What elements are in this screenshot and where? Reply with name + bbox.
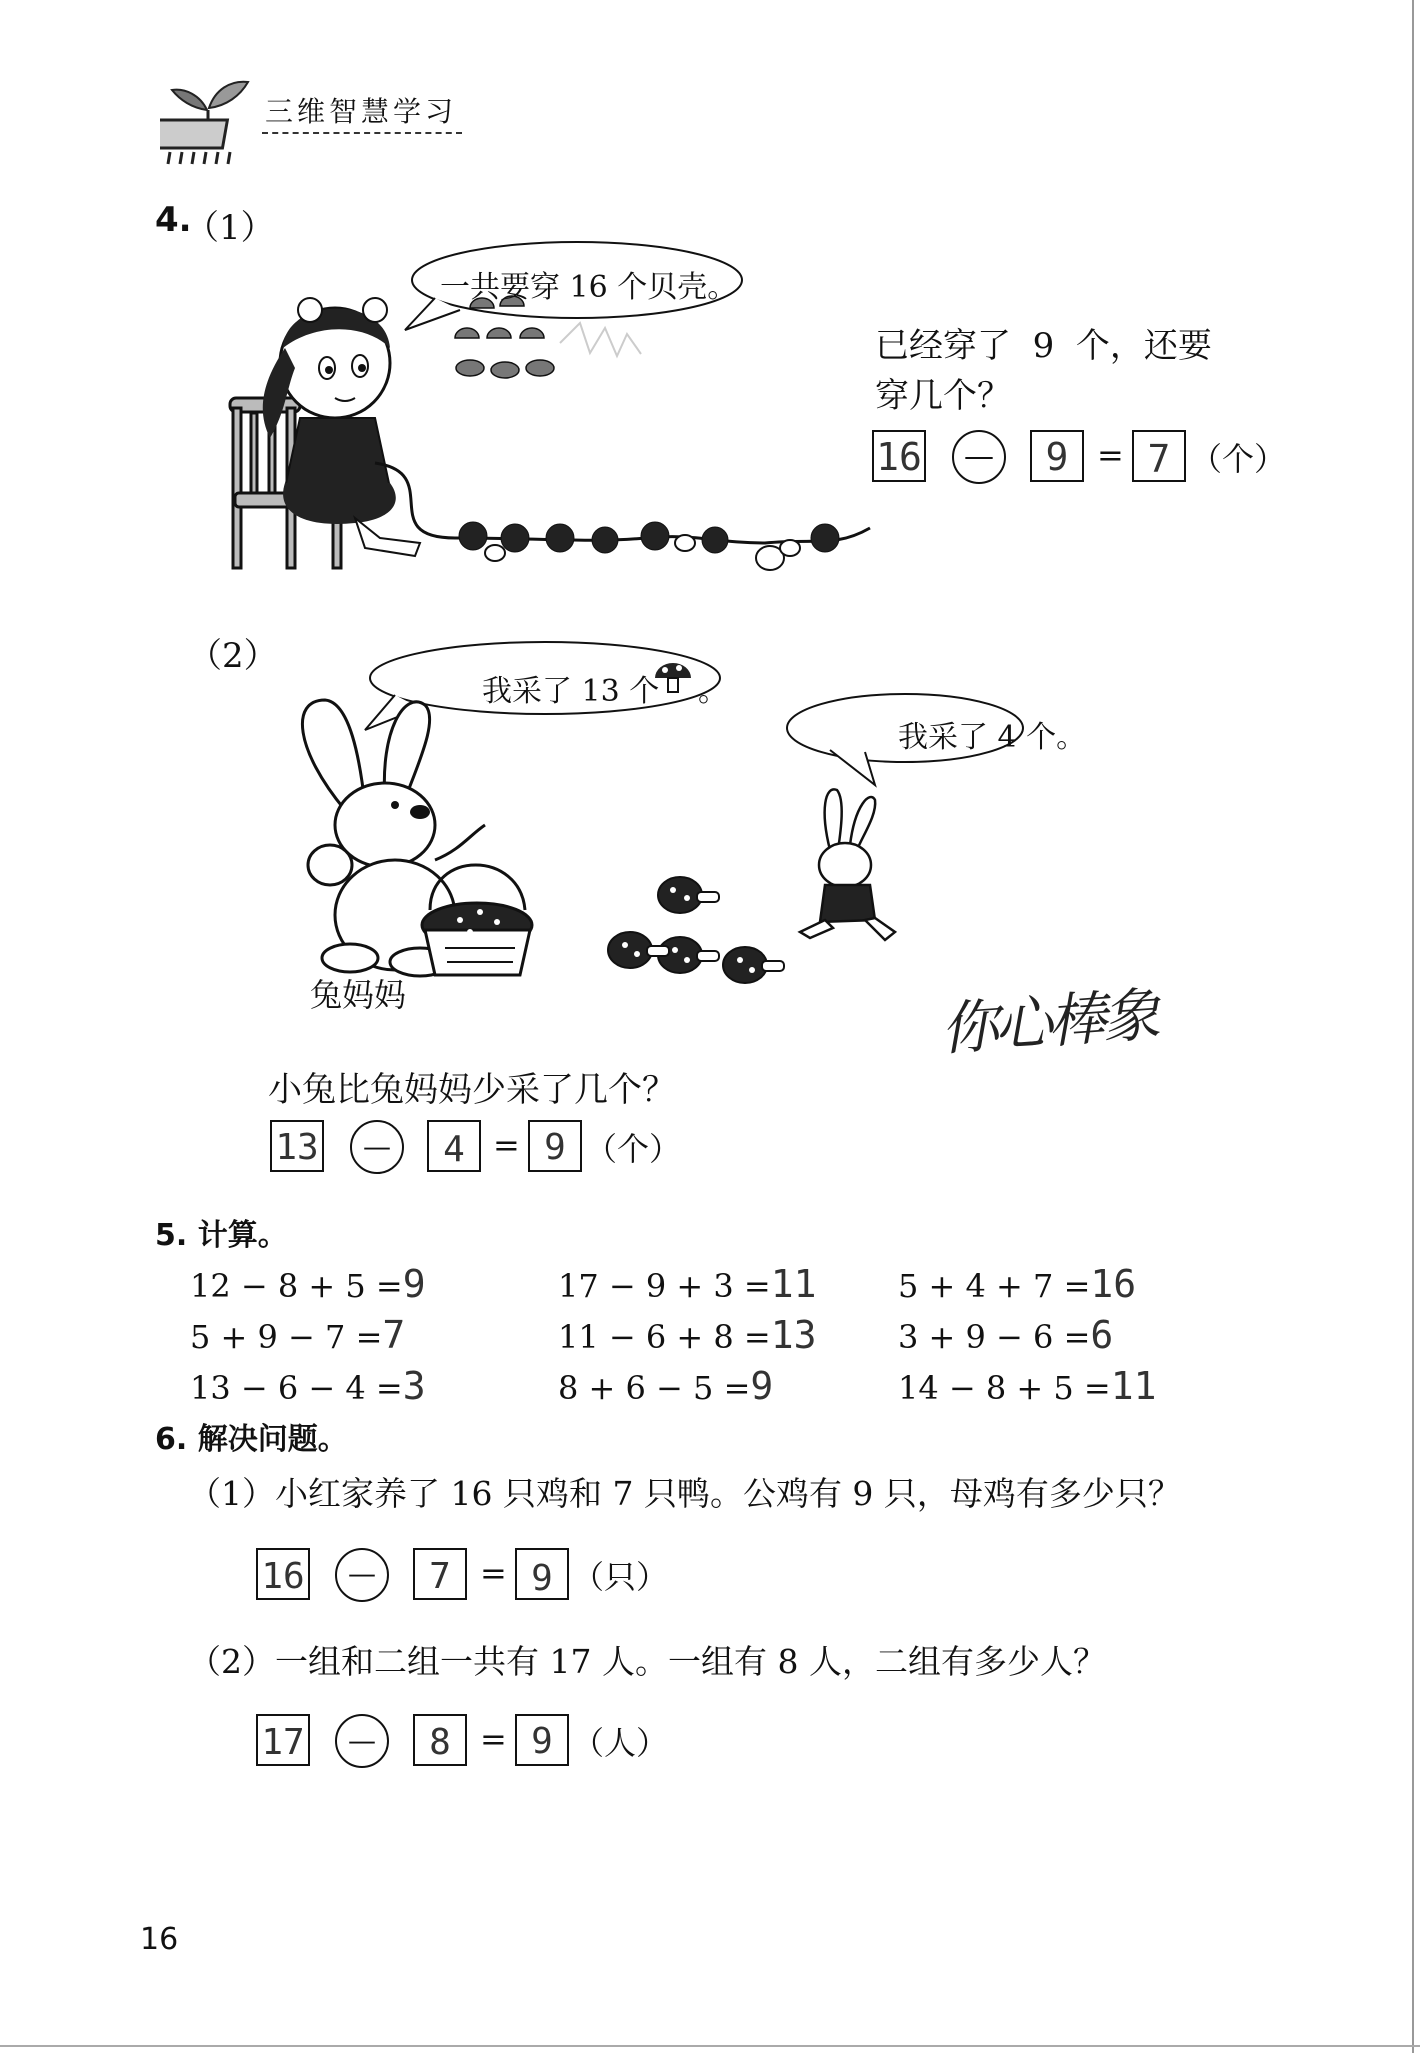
q4-number: 4. — [155, 200, 192, 240]
q5-r2-c2-answer[interactable]: 13 — [770, 1313, 817, 1357]
mother-rabbit-bubble-end: 。 — [698, 674, 728, 709]
q6p1-answer-box-b[interactable]: 7 — [413, 1548, 467, 1600]
q4p2-unit: （个） — [585, 1130, 682, 1168]
q4p1-answer-box-b[interactable]: 9 — [1030, 430, 1084, 482]
q5-r3-c3-answer[interactable]: 11 — [1110, 1364, 1157, 1408]
q5-r3-c2: 8 + 6 − 5 =9 — [558, 1364, 774, 1408]
mother-rabbit-caption: 兔妈妈 — [310, 976, 407, 1014]
q6p1-answer-box-c[interactable]: 9 — [515, 1548, 569, 1600]
q6p2-operator-circle[interactable]: — — [335, 1714, 389, 1768]
q5-r3-c1: 13 − 6 − 4 =3 — [190, 1364, 426, 1408]
q4p1-operator-circle[interactable]: — — [952, 430, 1006, 484]
q5-r1-c3: 5 + 4 + 7 =16 — [898, 1262, 1137, 1306]
q6p1-equals: = — [480, 1554, 507, 1592]
page-edge-bottom — [0, 2045, 1420, 2047]
sprout-chip-logo — [160, 60, 255, 170]
q4-part2-label: （2） — [188, 636, 278, 676]
q5-r1-c2: 17 − 9 + 3 =11 — [558, 1262, 817, 1306]
q4p2-answer-box-b[interactable]: 4 — [427, 1120, 481, 1172]
q4p2-answer-box-c[interactable]: 9 — [528, 1120, 582, 1172]
page-number: 16 — [140, 1922, 179, 1957]
header-dashed-rule — [262, 132, 462, 134]
q4-part1-question-line2: 穿几个？ — [875, 376, 1011, 416]
q6-part1-text: （1）小红家养了 16 只鸡和 7 只鸭。公鸡有 9 只，母鸡有多少只？ — [188, 1474, 1181, 1513]
page-edge-right — [1412, 0, 1414, 2053]
teacher-handwritten-comment: 你心棒象 — [938, 980, 1159, 1064]
q4p2-operator-circle[interactable]: — — [350, 1120, 404, 1174]
q5-title: 5. 计算。 — [155, 1218, 288, 1253]
q6p2-answer-box-a[interactable]: 17 — [256, 1714, 310, 1766]
q5-r1-c1-answer[interactable]: 9 — [402, 1262, 426, 1306]
q6p2-answer-box-c[interactable]: 9 — [515, 1714, 569, 1766]
q6-part2-text: （2）一组和二组一共有 17 人。一组有 8 人，二组有多少人？ — [188, 1642, 1106, 1681]
q4-part1-question-line1: 已经穿了 9 个，还要 — [875, 326, 1212, 366]
q6p1-unit: （只） — [572, 1558, 669, 1596]
q5-r2-c3-answer[interactable]: 6 — [1090, 1313, 1114, 1357]
q4p1-unit: （个） — [1190, 440, 1287, 478]
q4p1-answer-box-a[interactable]: 16 — [872, 430, 926, 482]
q6p2-answer-box-b[interactable]: 8 — [413, 1714, 467, 1766]
q4-part1-label: （1） — [185, 208, 275, 248]
q5-r2-c3: 3 + 9 − 6 =6 — [898, 1313, 1114, 1357]
q6p1-answer-box-a[interactable]: 16 — [256, 1548, 310, 1600]
q5-r2-c1-answer[interactable]: 7 — [382, 1313, 406, 1357]
q5-r1-c3-answer[interactable]: 16 — [1090, 1262, 1137, 1306]
q6p2-unit: （人） — [572, 1724, 669, 1762]
q4p1-equals: = — [1097, 436, 1124, 474]
mother-rabbit-bubble-text: 我采了 13 个 — [482, 674, 660, 709]
q5-r1-c2-answer[interactable]: 11 — [770, 1262, 817, 1306]
q4p2-answer-box-a[interactable]: 13 — [270, 1120, 324, 1172]
q6-title: 6. 解决问题。 — [155, 1422, 348, 1457]
q6p1-operator-circle[interactable]: — — [335, 1548, 389, 1602]
girl-speech-bubble-text: 一共要穿 16 个贝壳。 — [440, 270, 738, 305]
q5-r2-c2: 11 − 6 + 8 =13 — [558, 1313, 817, 1357]
q5-r3-c3: 14 − 8 + 5 =11 — [898, 1364, 1157, 1408]
q5-r2-c1: 5 + 9 − 7 =7 — [190, 1313, 406, 1357]
q5-r3-c2-answer[interactable]: 9 — [750, 1364, 774, 1408]
q4-part2-question: 小兔比兔妈妈少采了几个？ — [268, 1070, 676, 1110]
q6p2-equals: = — [480, 1720, 507, 1758]
q4p1-answer-box-c[interactable]: 7 — [1132, 430, 1186, 482]
q5-r1-c1: 12 − 8 + 5 =9 — [190, 1262, 426, 1306]
header-title: 三维智慧学习 — [265, 95, 458, 128]
child-rabbit-bubble-text: 我采了 4 个。 — [898, 720, 1087, 755]
q4p2-equals: = — [493, 1126, 520, 1164]
q5-r3-c1-answer[interactable]: 3 — [402, 1364, 426, 1408]
